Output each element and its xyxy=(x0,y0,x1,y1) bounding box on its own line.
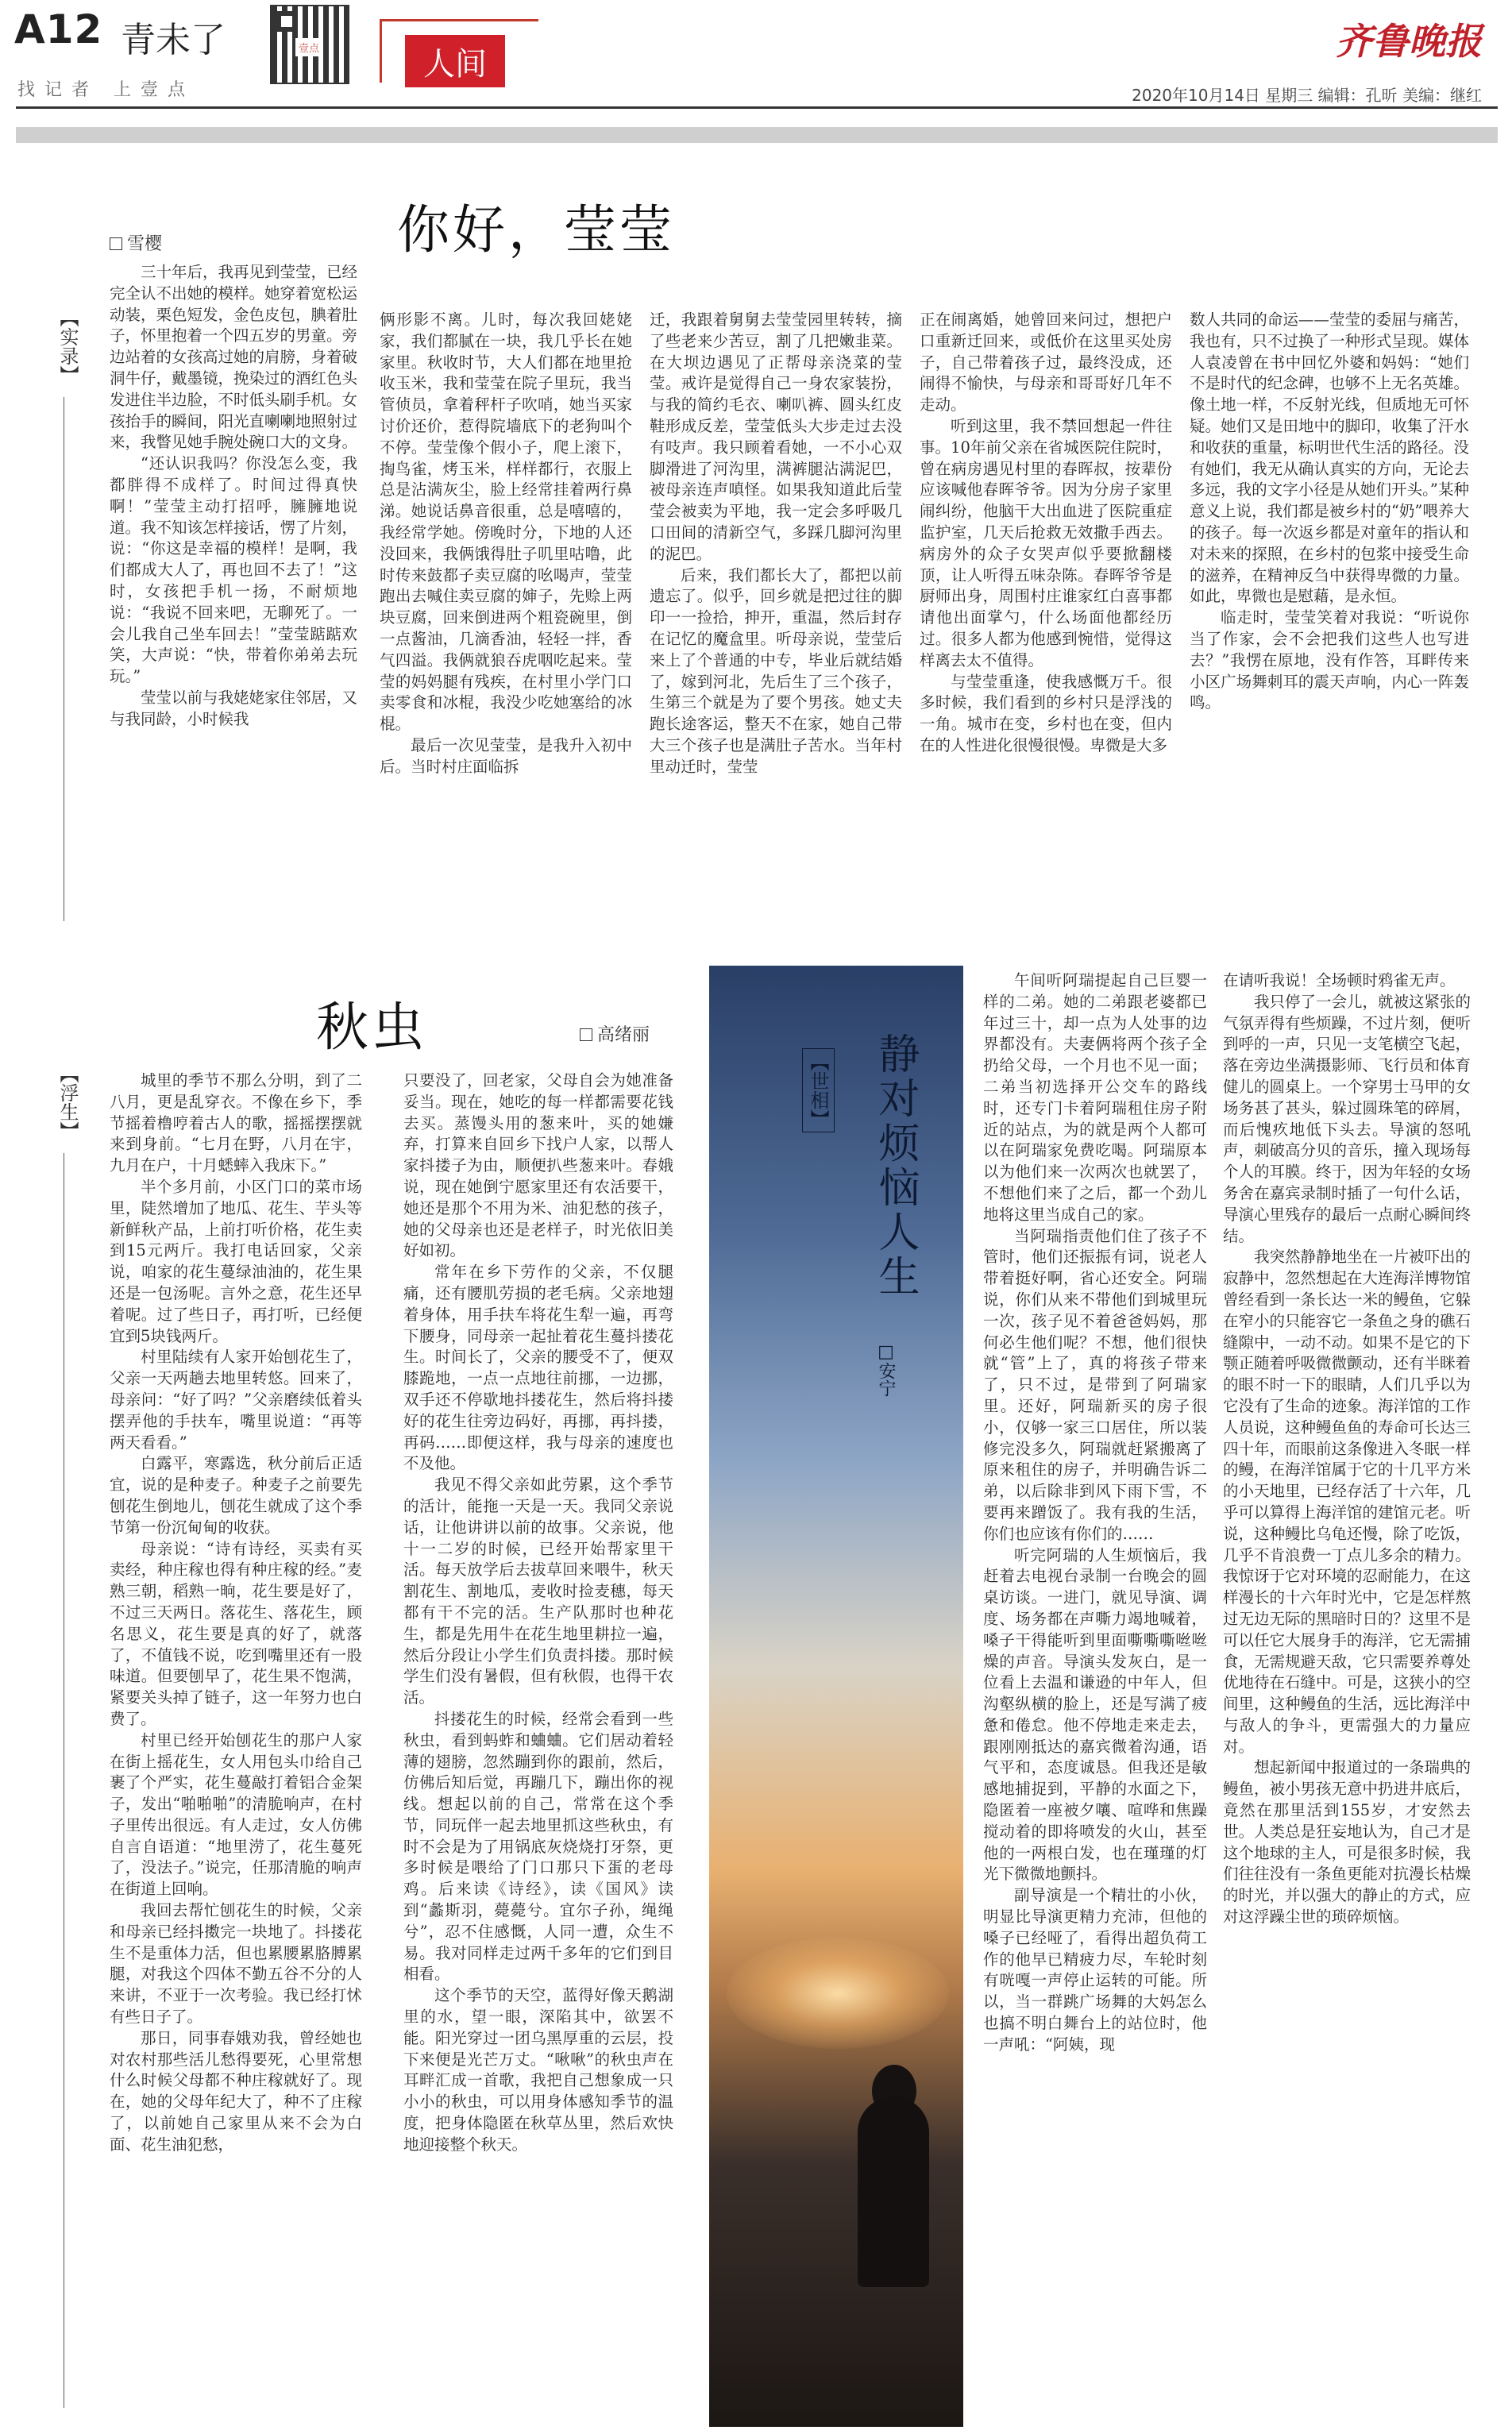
paragraph: 常年在乡下劳作的父亲，不仅腿痛，还有腰肌劳损的老毛病。父亲地翅着身体，用手扶车将花生犁一遍，再弯下腰身，同母亲一起扯着花生蔓抖搂花生。时间长了，父亲的腰受不了，便双膝跪地，一点一点地往前挪，一边挪，双手还不停歇地抖搂花生，然后将抖搂好的花生往旁边码好，再挪，再抖搂，再码……即便这样，我与母亲的速度也不及他。 xyxy=(403,1263,673,1473)
photo-figure-silhouette xyxy=(858,2096,929,2287)
photo-sunset-glow xyxy=(727,1938,949,2049)
article2-column-1 xyxy=(110,1070,362,2424)
paragraph: 村里已经开始刨花生的那户人家在街上摇花生，女人用包头巾给自己裹了个严实，花生蔓敲打着铝合金架子，发出“啪啪啪”的清脆响声，在村子里传出很远。有人走过，女人仿佛自言自语道：“地里涝了，花生蔓死了，没法子。”说完，任那清脆的响声在街道上回响。 xyxy=(110,1730,362,1899)
article1-title: 你好，莹莹 xyxy=(397,199,675,260)
article2-category: 【浮生】 xyxy=(56,1064,79,1140)
page-number: A12 xyxy=(14,6,103,52)
article3-author-name: 安宁 xyxy=(876,1362,896,1397)
paragraph: 想起新闻中报道过的一条瑞典的鳗鱼，被小男孩无意中扔进井底后，竟然在那里活到155岁，才安然去世。人类总是狂妄地认为，自己才是这个地球的主人，可是很多时候，我们往往没有一条鱼更能对抗漫长枯燥的时光，并以强大的静止的方式，应对这浮躁尘世的琐碎烦恼。 xyxy=(1223,1758,1471,1927)
paragraph: 正在闹离婚，她曾回来问过，想把户口重新迁回来，或低价在这里买处房子，自己带着孩子过，最终没成，还闹得不愉快，与母亲和哥哥好几年不走动。 xyxy=(920,311,1172,415)
paragraph: 母亲说：“诗有诗经，买卖有买卖经，种庄稼也得有种庄稼的经。”麦熟三朝，稻熟一晌，花生要是好了，不过三天两日。落花生、落花生，顾名思义，花生要是真的好了，就落了，不值钱不说，吃到嘴里还有一股味道。但要刨早了，花生果不饱满，紧要关头掉了链子，这一年努力也白费了。 xyxy=(110,1539,362,1728)
article3-category: 【世相】 xyxy=(802,1048,835,1132)
qr-code-icon[interactable] xyxy=(270,5,349,84)
paragraph: 白露平，寒露选，秋分前后正适宜，说的是种麦子。种麦子之前要先刨花生倒地儿，刨花生就成了这个季节第一份沉甸甸的收获。 xyxy=(110,1454,362,1537)
paragraph: 半个多月前，小区门口的菜市场里，陡然增加了地瓜、花生、芋头等新鲜秋产品，上前打听价格，花生卖到15元两斤。我打电话回家，父亲说，咱家的花生蔓绿油油的，花生果还是一包汤呢。言外之意，花生还早着呢。过了些日子，再打听，已经便宜到5块钱两斤。 xyxy=(110,1177,362,1345)
article1-column-5 xyxy=(1190,310,1469,926)
paragraph: 我回去帮忙刨花生的时候，父亲和母亲已经抖擞完一块地了。抖搂花生不是重体力活，但也累腰累胳膊累腿，对我这个四体不勤五谷不分的人来讲，不亚于一次考验。我已经打怵有些日子了。 xyxy=(110,1901,362,2027)
article1-column-3 xyxy=(650,310,902,926)
paragraph: 这个季节的天空，蓝得好像天鹅湖里的水，望一眼，深陷其中，欲罢不能。阳光穿过一团乌黑厚重的云层，投下来便是光芒万丈。“啾啾”的秋虫声在耳畔汇成一首歌，我把自己想象成一只小小的秋虫，可以用身体感知季节的温度，把身体隐匿在秋草丛里，然后欢快地迎接整个秋天。 xyxy=(403,1986,673,2154)
paragraph: 三十年后，我再见到莹莹，已经完全认不出她的模样。她穿着宽松运动装，栗色短发，金色皮包，腆着肚子，怀里抱着一个四五岁的男童。旁边站着的女孩高过她的肩膀，身着破洞牛仔，戴墨镜，挽染过的酒红色头发进住半边脸，不时低头刷手机。女孩抬手的瞬间，阳光直喇喇地照射过来，我瞥见她手腕处碗口大的文身。 xyxy=(110,263,357,452)
header-band xyxy=(16,127,1498,143)
paragraph: “还认识我吗？你没怎么变，我都胖得不成样了。时间过得真快啊！”莹莹主动打招呼，臃臃地说道。我不知该怎样接话，愣了片刻，说：“你这是幸福的模样！是啊，我们都成大人了，再也回不去了！”这时，女孩把手机一扬，不耐烦地说：“我说不回来吧，无聊死了。一会儿我自己坐车回去！”莹莹踮踮欢笑，大声说：“快，带着你弟弟去玩玩。” xyxy=(110,454,357,686)
paragraph: 我只停了一会儿，就被这紧张的气氛弄得有些烦躁，不过片刻，便听到呼的一声，只见一支笔横空飞起，落在旁边坐满摄影师、飞行员和体育健儿的圆桌上。一个穿男士马甲的女场务甚了甚头，躲过圆珠笔的碎屑，而后愧疚地低下头去。导演的怒吼声，刺破高分贝的音乐，撞入现场每个人的耳膜。终于，因为年轻的女场务舍在嘉宾录制时插了一句什么话，导演心里残存的最后一点耐心瞬间终结。 xyxy=(1223,992,1471,1245)
column-name: 青未了 xyxy=(121,20,226,60)
paragraph: 我见不得父亲如此劳累，这个季节的活计，能拖一天是一天。我同父亲说话，让他讲讲以前的故事。父亲说，他十一二岁的时候，已经开始帮家里干活。每天放学后去拔草回来喂牛，秋天割花生、割地瓜，麦收时捡麦穗，每天都有干不完的活。生产队那时也种花生，都是先用牛在花生地里耕拉一遍，然后分段让小学生们负责抖搂。那时候学生们没有暑假，但有秋假，也得干农活。 xyxy=(403,1475,673,1707)
article3-column-2 xyxy=(1223,970,1471,2424)
header-rule xyxy=(16,106,1498,109)
paragraph: 城里的季节不那么分明，到了二八月，更是乱穿衣。不像在乡下，季节摇着橹哼着古人的歌，摇摇摆摆就来到身前。“七月在野，八月在宇，九月在户，十月蟋蟀入我床下。” xyxy=(110,1071,362,1175)
newspaper-logo: 齐鲁晚报 xyxy=(1336,20,1482,63)
paragraph: 只要没了，回老家，父母自会为她准备妥当。现在，她吃的每一样都需要花钱去买。蒸馒头用的葱来叶，买的她嫌弃，打算来自回乡下找户人家，以帮人家抖搂子为由，顺便扒些葱来叶。春娥说，现在她倒宁愿家里还有农活要干，她还是那个不用为米、油犯愁的孩子，她的父母亲也还是老样子，时光依旧美好如初。 xyxy=(403,1071,673,1260)
paragraph: 我突然静静地坐在一片被吓出的寂静中，忽然想起在大连海洋博物馆曾经看到一条长达一米的鳗鱼，它躲在窄小的只能容它一条鱼之身的礁石缝隙中，一动不动。如果不是它的下颚正随着呼吸微微颤动，还有半眯着的眼不时一下的眼睛，人们几乎以为它没有了生命的迹象。海洋馆的工作人员说，这种鳗鱼鱼的寿命可长达三四十年，而眼前这条像进入冬眠一样的鳗，在海洋馆属于它的十几平方米的小天地里，已经存活了十六年，几乎可以算得上海洋馆的建馆元老。听说，这种鳗比乌龟还慢，除了吃饭，几乎不肯浪费一丁点儿多余的精力。我惊讶于它对环境的忍耐能力，在这样漫长的十六年时光中，它是怎样熬过无边无际的黑暗时日的？这里不是可以任它大展身手的海洋，它无需捕食，无需规避天敌，它只需要养尊处优地待在石缝中。可是，这狭小的空间里，这种鳗鱼的生活，远比海洋中与敌人的争斗，更需强大的力量应对。 xyxy=(1223,1248,1471,1756)
paragraph: 午间听阿瑞提起自己巨婴一样的二弟。她的二弟跟老婆都已年过三十，却一点为人处事的边界都没有。夫妻俩将两个孩子全扔给父母，一个月也不见一面；二弟当初选择开公交车的路线时，还专门卡着阿瑞租住房子附近的站点，为的就是两个人都可以在阿瑞家免费吃喝。阿瑞原本以为他们来一次两次也就罢了，不想他们来了之后，都一个劲儿地将这里当成自己的家。 xyxy=(983,971,1207,1224)
article1-author: 雪樱 xyxy=(110,230,162,255)
paragraph: 抖搂花生的时候，经常会看到一些秋虫，看到蚂蚱和蛐蛐。它们居动着轻薄的翅膀，忽然蹦到你的跟前，然后，仿佛后知后觉，再蹦几下，蹦出你的视线。想起以前的自己，常常在这个季节，同玩伴一起去地里抓这些秋虫，有时不会是为了用锅底灰烧烧打牙祭，更多时候是喂给了门口那只下蛋的老母鸡。后来读《诗经》，读《国风》读到“蠡斯羽，薨薨兮。宜尔子孙，绳绳兮”，忍不住感慨，人同一遭，众生不易。我对同样走过两千多年的它们到目相看。 xyxy=(403,1709,673,1984)
article2-title: 秋虫 xyxy=(316,997,427,1058)
article1-column-4 xyxy=(920,310,1172,926)
paragraph: 俩形影不离。儿时，每次我回姥姥家，我们都腻在一块，我几乎长在她家里。秋收时节，大人们都在地里抢收玉米，我和莹莹在院子里玩，我当管侦员，拿着秤杆子吹哨，她当买家讨价还价，惹得院墙底下的老狗叫个不停。莹莹像个假小子，爬上滚下，掏鸟雀，烤玉米，样样都行，衣服上总是沾满灰尘，脸上经常挂着两行鼻涕。她说话鼻音很重，总是嘻嘻的，我经常学她。傍晚时分，下地的人还没回来，我俩饿得肚子叽里咕噜，此时传来鼓都子卖豆腐的吆喝声，莹莹跑出去喊住卖豆腐的婶子，先赊上两块豆腐，回来倒进两个粗瓷碗里，倒一点酱油，几滴香油，轻轻一拌，香气四溢。我俩就狼吞虎咽吃起来。莹莹的妈妈腿有残疾，在村里小学门口卖零食和冰棍，我没少吃她塞给的冰棍。 xyxy=(380,311,632,734)
paragraph: 那日，同事春娥劝我，曾经她也对农村那些活儿愁得要死，心里常想什么时候父母都不种庄稼就好了。现在，她的父母年纪大了，种不了庄稼了，以前她自己家里从来不会为白面、花生油犯愁， xyxy=(110,2028,362,2154)
article3-title: 静对烦恼人生 xyxy=(871,1032,919,1299)
article2-column-2 xyxy=(403,1070,673,2424)
article3-column-1 xyxy=(983,970,1207,2424)
article1-column-2 xyxy=(380,310,632,926)
paragraph: 数人共同的命运——莹莹的委屈与痛苦，我也有，只不过换了一种形式呈现。媒体人袁凌曾在书中回忆外婆和妈妈：“她们不是时代的纪念碑，也够不上无名英雄。像土地一样，不反射光线，但质地无可怀疑。她们又是田地中的脚印，收集了汗水和收获的重量，标明世代生活的路径。没有她们，我无从确认真实的方向，无论去多远，我的文字小径是从她们开头。”某种意义上说，我们都是被乡村的“奶”喂养大的孩子。每一次返乡都是对童年的指认和对未来的探照，在乡村的包浆中接受生命的滋养，在精神反刍中获得卑微的力量。如此，卑微也是慰藉，是永恒。 xyxy=(1190,311,1469,606)
qr-label: 壹点 xyxy=(295,38,322,56)
paragraph: 与莹莹重逢，使我感慨万千。很多时候，我们看到的乡村只是浮浅的一角。城市在变，乡村也在变，但内在的人性进化很慢很慢。卑微是大多 xyxy=(920,672,1172,754)
paragraph: 迁，我跟着舅舅去莹莹园里转转，摘了些老来少苦豆，割了几把嫩韭菜。在大坝边遇见了正帮母亲浇菜的莹莹。戒许是觉得自己一身农家装扮，与我的简约毛衣、喇叭裤、圆头红皮鞋形成反差，莹莹低头大步走过去没有吱声。我只顾着看她，一不小心双脚滑进了河沟里，满裤腿沾满泥巴，被母亲连声嗔怪。如果我知道此后莹莹会被卖为平地，我一定会多呼吸几口田间的清新空气，多踩几脚河沟里的泥巴。 xyxy=(650,311,902,563)
article1-category: 【实录】 xyxy=(56,308,79,384)
article3-author: □安宁 xyxy=(876,1342,896,1397)
paragraph: 副导演是一个精壮的小伙，明显比导演更精力充沛，但他的嗓子已经哑了，看得出超负荷工作的他早已精疲力尽，车轮时刻有咣嘎一声停止运转的可能。所以，当一群跳广场舞的大妈怎么也搞不明白舞台上的站位时，他一声吼：“阿姨，现 xyxy=(983,1886,1207,2054)
issue-info: 2020年10月14日 星期三 编辑：孔昕 美编：继红 xyxy=(1132,86,1482,105)
paragraph: 临走时，莹莹笑着对我说：“听说你当了作家，会不会把我们这些人也写进去？”我愣在原地，没有作答，耳畔传来小区广场舞刺耳的震天声响，内心一阵轰鸣。 xyxy=(1190,608,1469,712)
paragraph: 在请听我说！全场顿时鸦雀无声。 xyxy=(1223,971,1456,989)
paragraph: 村里陆续有人家开始刨花生了，父亲一天两趟去地里转悠。回来了，母亲问：“好了吗？”父亲磨续低着头摆弄他的手扶车，嘴里说道：“再等两天看看。” xyxy=(110,1348,362,1452)
paragraph: 当阿瑞指责他们住了孩子不管时，他们还振振有词，说老人带着挺好啊，省心还安全。阿瑞说，你们从来不带他们到城里玩一次，孩子见不着爸爸妈妈，那何必生他们呢？不想，他们很快就“管”上了，真的将孩子带来了，只不过，是带到了阿瑞家里。还好，阿瑞新买的房子很小，仅够一家三口居住，所以装修完没多久，阿瑞就赶紧搬离了原来租住的房子，并明确告诉二弟，以后除非到风下雨下雪，不要再来蹭饭了。我有我的生活，你们也应该有你们的…… xyxy=(983,1226,1207,1543)
paragraph: 莹莹以前与我姥姥家住邻居，又与我同龄，小时候我 xyxy=(110,688,357,728)
paragraph: 听到这里，我不禁回想起一件往事。10年前父亲在省城医院住院时，曾在病房遇见村里的春晖叔，按辈份应该喊他春晖爷爷。因为分房子家里闹纠纷，他脑干大出血进了医院重症监护室，几天后抢救无效撒手西去。病房外的众子女哭声似乎要掀翻楼顶，让人听得五味杂陈。春晖爷爷是厨师出身，周围村庄谁家红白喜事都请他出面掌勺，什么场面他都经历过。很多人都为他感到惋惜，觉得这样离去太不值得。 xyxy=(920,416,1172,669)
section-tab: 人间 xyxy=(405,35,505,87)
paragraph: 最后一次见莹莹，是我升入初中后。当时村庄面临拆 xyxy=(380,735,632,776)
article2-author: 高绪丽 xyxy=(580,1021,650,1046)
paragraph: 后来，我们都长大了，都把以前遗忘了。似乎，回乡就是把过往的脚印一一捡拾，抻开，重温，然后封存在记忆的魔盒里。听母亲说，莹莹后来上了个普通的中专，毕业后就结婚了，嫁到河北，先后生了三个孩子，生第三个就是为了要个男孩。她丈夫跑长途客运，整天不在家，她自己带大三个孩子也是满肚子苦水。当年村里动迁时，莹莹 xyxy=(650,565,902,776)
header-slogan: 找记者 上壹点 xyxy=(17,80,195,100)
article1-column-1 xyxy=(110,262,357,926)
paragraph: 听完阿瑞的人生烦恼后，我赶着去电视台录制一台晚会的圆桌访谈。一进门，就见导演、调度、场务都在声嘶力竭地喊着，嗓子干得能听到里面嘶嘶嘶咝咝燥的声音。导演头发灰白，是一位看上去温和谦逊的中年人，但沟壑纵横的脸上，还是写满了疲惫和倦怠。他不停地走来走去，跟刚刚抵达的嘉宾微着沟通，语气平和，态度诚恳。但我还是敏感地捕捉到，平静的水面之下，隐匿着一座被夕嚷、喧哗和焦躁搅动着的即将喷发的火山，甚至他的一两根白发，也在瑾瑾的灯光下微微地颤抖。 xyxy=(983,1545,1207,1884)
